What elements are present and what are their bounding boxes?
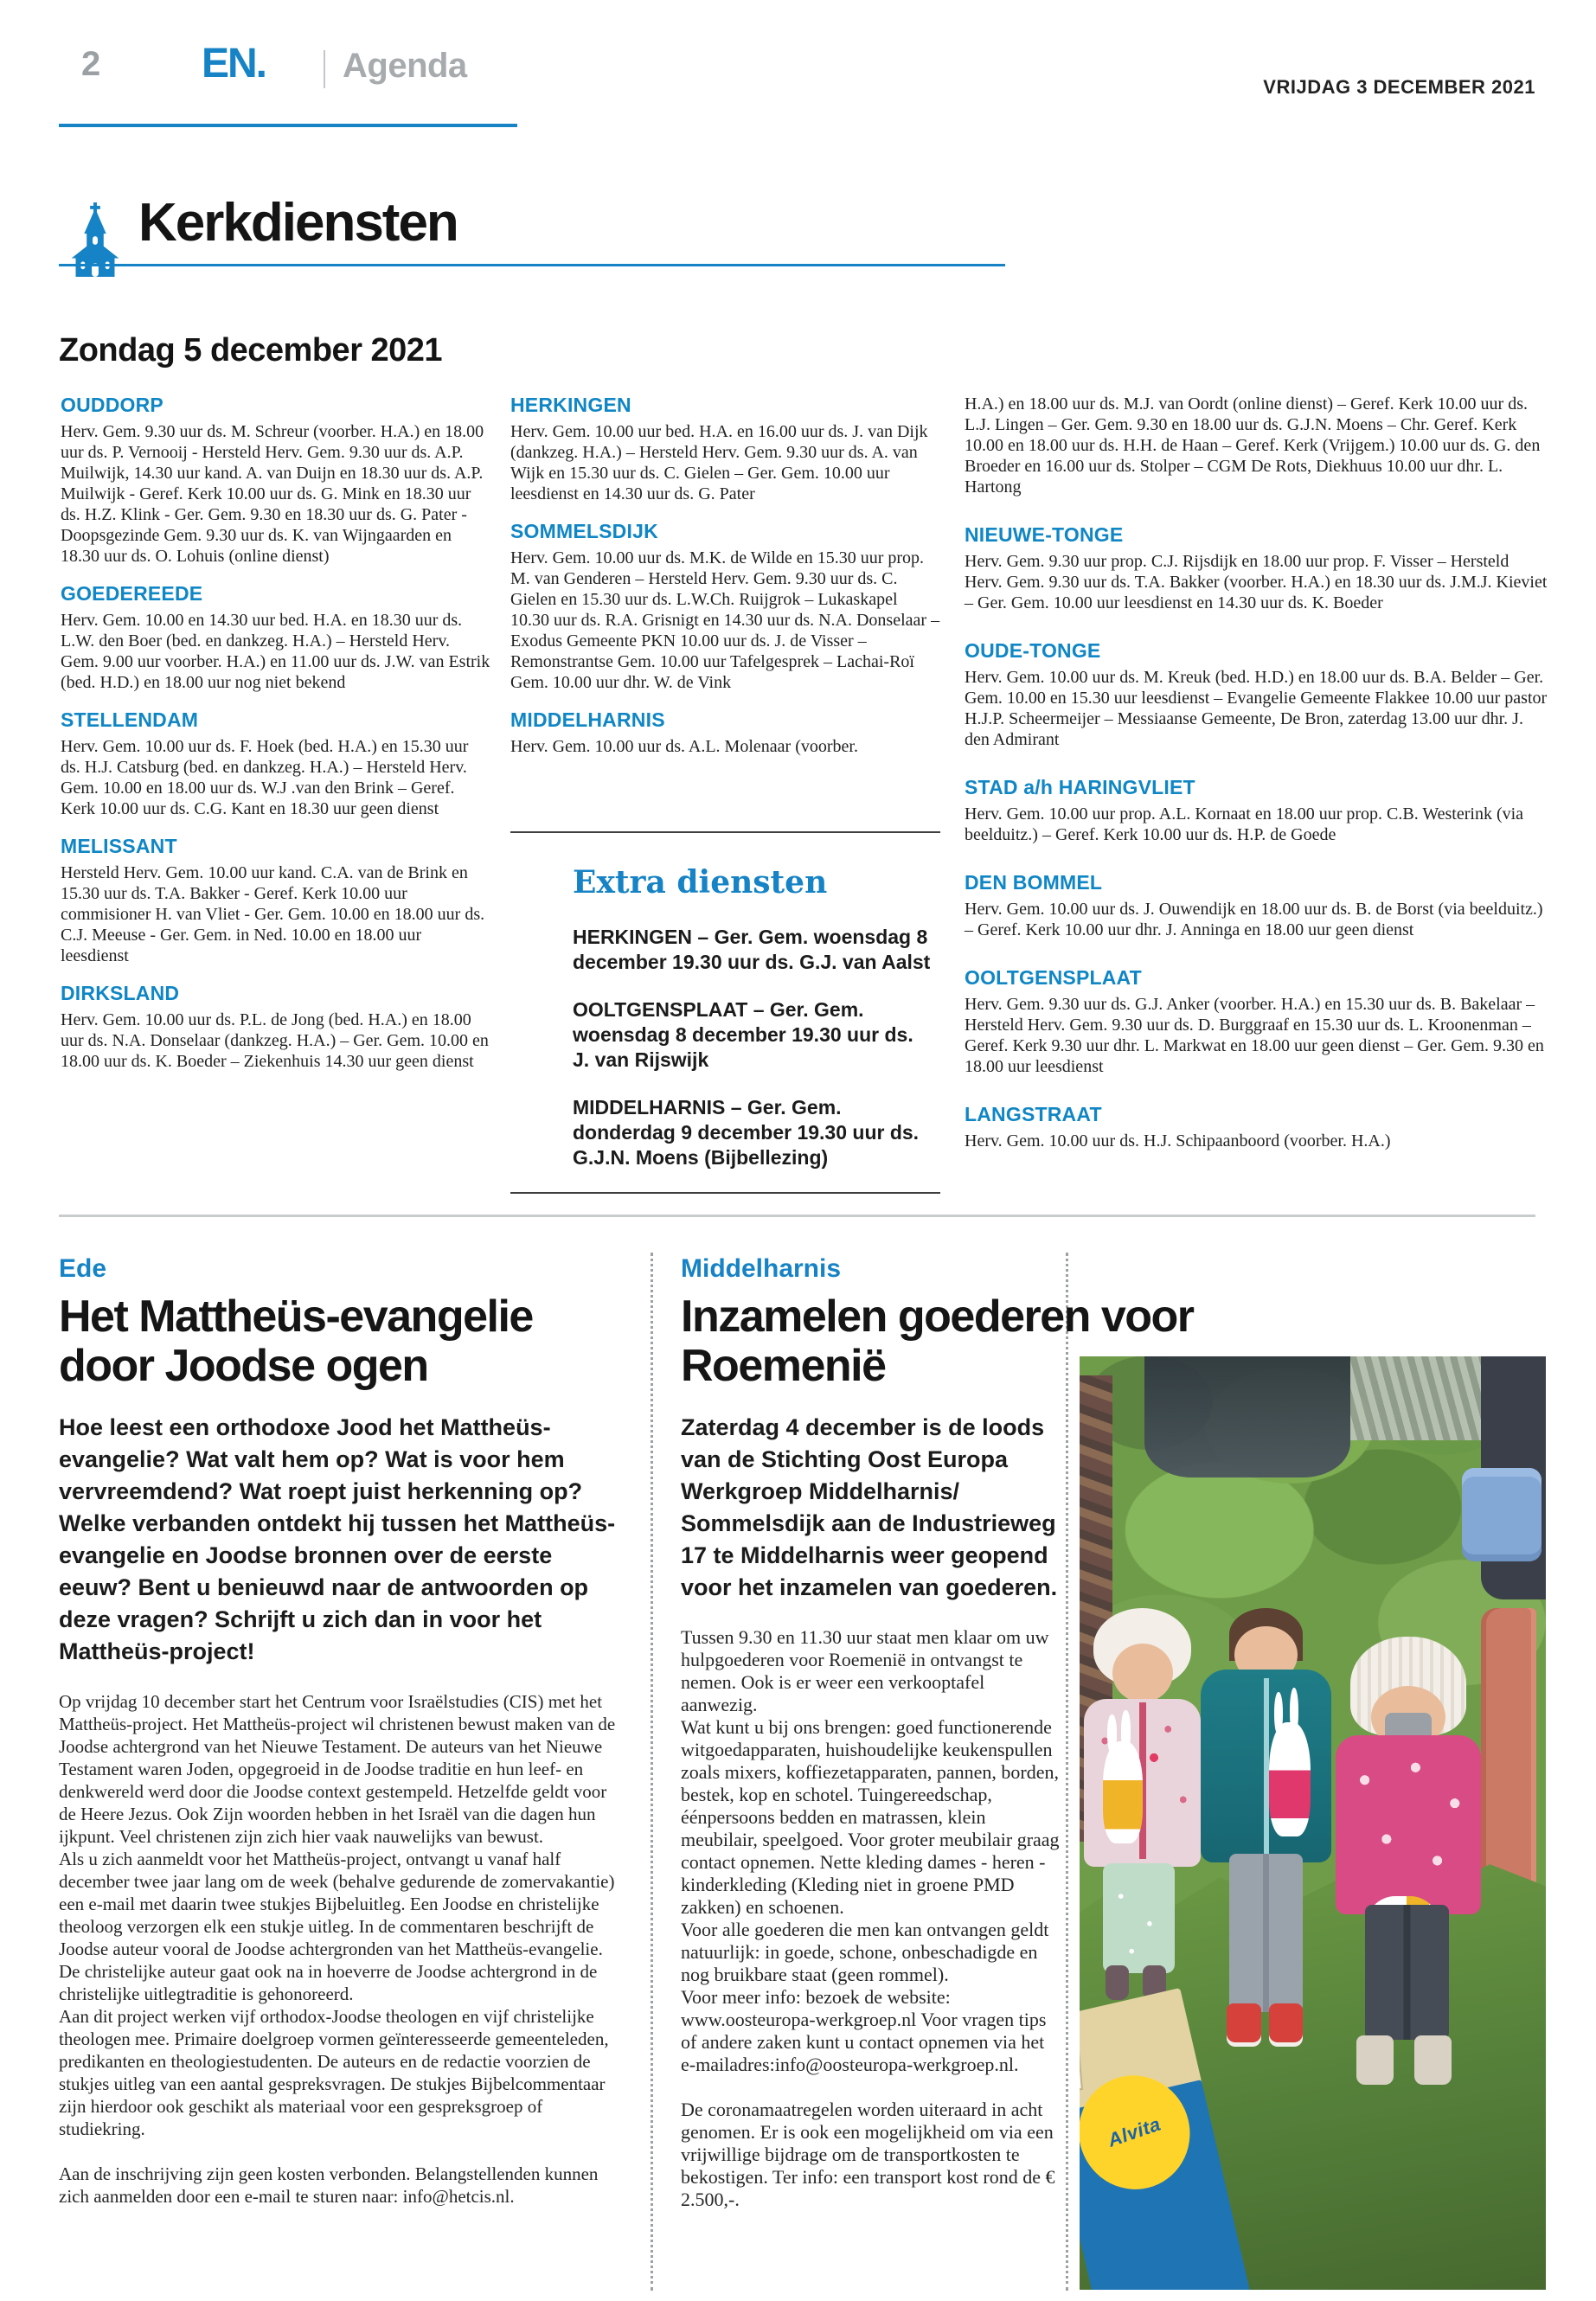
service-text: Herv. Gem. 10.00 uur ds. J. Ouwendijk en 18.00 uur ds. B. de Borst (via beelduitz.) – Geref. Kerk 10.00 uur dhr. J. Anninga en 18.00 uur geen dienst	[965, 900, 1543, 939]
listing-column-3	[965, 394, 1550, 1177]
city-heading: NIEUWE-TONGE	[965, 523, 1124, 546]
service-entry	[61, 582, 490, 693]
article-ede	[59, 1254, 623, 2208]
listing-column-2	[510, 394, 940, 772]
kerkdiensten-rule	[59, 264, 1005, 266]
service-entry	[965, 966, 1550, 1077]
red-sneaker	[1227, 2003, 1260, 2048]
kerkdiensten-title: Kerkdiensten	[138, 193, 458, 253]
photo-blue-blanket	[1462, 1468, 1542, 1561]
dotted-divider-left	[651, 1253, 653, 2291]
city-heading: DIRKSLAND	[61, 982, 180, 1004]
city-heading: GOEDEREEDE	[61, 582, 203, 605]
article-headline: Het Mattheüs-evangelie door Joodse ogen	[59, 1292, 533, 1391]
article-paragraph: Aan de inschrijving zijn geen kosten verbonden. Belangstellenden kunnen zich aanmelden door een e-mail te sturen naar: info@hetcis.nl.	[59, 2163, 599, 2207]
service-entry	[61, 708, 490, 819]
gray-pants	[1229, 1854, 1303, 2012]
service-text: H.A.) en 18.00 uur ds. M.J. van Oordt (online dienst) – Geref. Kerk 10.00 uur ds. L.J. Lingen – Ger. Gem. 9.30 en 18.00 uur ds. G.J.N. Moens – Chr. Geref. Kerk 10.00 en 18.00 uur ds. H.H. de Haan – Geref. Kerk (Vrijgem.) 10.00 uur ds. G. den Broeder en 16.00 uur ds. Stolper – CGM De Rots, Diekhuus 10.00 uur dhr. L. Hartong	[965, 394, 1541, 497]
city-heading: OOLTGENSPLAAT	[965, 966, 1142, 989]
page-number: 2	[81, 45, 101, 83]
extra-diensten-box	[510, 831, 940, 1194]
service-text: Herv. Gem. 9.30 uur prop. C.J. Rijsdijk en 18.00 uur prop. F. Visser – Hersteld Herv. Gem. 9.30 uur ds. T.A. Bakker (voorber. H.A.) en 18.30 uur ds. J.M.J. Kieviet – Ger. Gem. 10.00 uur leesdienst en 14.30 uur ds. K. Boeder	[965, 552, 1548, 612]
service-entry	[965, 394, 1550, 497]
article-paragraph: Voor alle goederen die men kan ontvangen geldt natuurlijk: in goede, schone, onbeschadigde en nog bruikbare staat (geen rommel).	[681, 1919, 1049, 1985]
service-entry	[510, 520, 940, 693]
photo-child-left	[1084, 1608, 1201, 2000]
beige-boot	[1356, 2035, 1394, 2085]
service-text: Hersteld Herv. Gem. 10.00 uur kand. C.A. van de Brink en 15.30 uur ds. T.A. Bakker - Geref. Kerk 10.00 uur commisioner H. van Vliet - Ger. Gem. 10.00 en 18.00 uur ds. C.J. Meeuse - Ger. Gem. in Ned. 10.00 en 18.00 uur leesdienst	[61, 863, 485, 965]
dark-pants	[1365, 1905, 1449, 2039]
service-text: Herv. Gem. 10.00 uur ds. F. Hoek (bed. H.A.) en 15.30 uur ds. H.J. Catsburg (bed. en dankzeg. H.A.) – Hersteld Herv. Gem. 10.00 en 18.00 uur ds. W.J .van den Brink – Geref. Kerk 10.00 uur ds. C.G. Kant en 18.30 uur geen dienst	[61, 737, 469, 818]
mint-pants	[1103, 1863, 1176, 1973]
photo-car	[1144, 1356, 1349, 1477]
service-entry	[965, 1103, 1550, 1151]
service-entry	[510, 394, 940, 504]
section-divider-rule	[59, 1215, 1535, 1217]
boot	[1106, 1965, 1129, 2001]
article-paragraph: Tussen 9.30 en 11.30 uur staat men klaar om uw hulpgoederen voor Roemenië in ontvangst te nemen. Ook is er weer een verkooptafel aanwezig.	[681, 1626, 1049, 1715]
extra-dienst-item: OOLTGENSPLAAT – Ger. Gem. woensdag 8 december 19.30 uur ds. J. van Rijswijk	[573, 998, 913, 1071]
red-sneaker	[1269, 2003, 1303, 2048]
article-paragraph: Aan dit project werken vijf orthodox-Joodse theologen en vijf christelijke theologen mee. Primaire doelgroep vormen geïnteresseerde gemeenteleden, predikanten en theologiestudenten. De auteurs en de redactie voorzien de stukjes uitleg van een aantal gespreksvragen. De stukjes Bijbelcommentaar zijn hierdoor ook geschikt als materiaal voor een gespreksgroep of studiekring.	[59, 2006, 609, 2139]
dotted-divider-right	[1066, 1253, 1068, 2291]
service-entry	[965, 523, 1550, 613]
service-entry	[965, 871, 1550, 940]
article-paragraph: Voor meer info: bezoek de website: www.oosteuropa-werkgroep.nl Voor vragen tips of andere zaken kunt u contact opnemen via het e-mailadres:info@oosteuropa-werkgroep.nl.	[681, 1986, 1047, 2075]
article-headline: Inzamelen goederen voor Roemenië	[681, 1292, 1194, 1391]
photo-child-right	[1336, 1637, 1480, 2085]
service-text: Herv. Gem. 10.00 uur ds. A.L. Molenaar (voorber.	[510, 737, 858, 756]
article-body-closing	[681, 2099, 1063, 2211]
service-text: Herv. Gem. 9.30 uur ds. G.J. Anker (voorber. H.A.) en 15.30 uur ds. B. Bakelaar – Hersteld Herv. Gem. 9.30 uur ds. D. Burggraaf en 15.30 uur ds. L. Kroonenman – Geref. Kerk 9.30 uur dhr. L. Markwat en 18.00 uur geen dienst – Ger. Gem. 9.30 en 18.00 uur leesdienst	[965, 995, 1544, 1076]
city-heading: SOMMELSDIJK	[510, 520, 658, 542]
article-intro: Zaterdag 4 december is de loods van de Stichting Oost Europa Werkgroep Middelharnis/ Sommelsdijk aan de Industrieweg 17 te Middelharnis weer geopend voor het inzamelen van goederen.	[681, 1414, 1058, 1600]
pink-flower-jacket	[1336, 1735, 1480, 1914]
city-heading: OUDDORP	[61, 394, 163, 416]
service-entry	[61, 835, 490, 966]
child-face	[1112, 1644, 1173, 1702]
service-entry	[61, 982, 490, 1072]
city-heading: HERKINGEN	[510, 394, 631, 416]
toy-bunny	[1103, 1741, 1143, 1843]
service-text: Herv. Gem. 10.00 uur bed. H.A. en 16.00 uur ds. J. van Dijk (dankzeg. H.A.) – Hersteld Herv. Gem. 9.30 uur ds. A. van Wijk en 15.30 uur ds. C. Gielen – Ger. Gem. 10.00 uur leesdienst en 14.30 uur ds. G. Pater	[510, 422, 928, 503]
photo-child-middle	[1201, 1608, 1331, 2047]
section-title: Agenda	[343, 47, 467, 85]
city-heading: STAD a/h HARINGVLIET	[965, 776, 1195, 798]
article-paragraph: Op vrijdag 10 december start het Centrum voor Israëlstudies (CIS) met het Mattheüs-project. Het Mattheüs-project wil christenen bewust maken van de Joodse achtergrond van het Nieuwe Testament. De auteurs van het Nieuwe Testament waren Joden, opgegroeid in de Joodse traditie en hun leef- en denkwereld werd door die Joodse context gestempeld. Hetzelfde geldt voor de Heere Jezus. Ook Zijn woorden hebben in het Israël van die dagen hun ijkpunt. Veel christenen zijn zich hier vaak nauwelijks van bewust.	[59, 1691, 616, 1847]
brand-separator	[324, 50, 325, 88]
service-text: Herv. Gem. 10.00 uur ds. M.K. de Wilde en 15.30 uur prop. M. van Genderen – Hersteld Herv. Gem. 9.30 uur ds. C. Gielen en 15.30 uur ds. L.W.Ch. Ruijgrok – Lukaskapel 10.30 uur ds. R.A. Grisnigt en 14.30 uur ds. N.A. Donselaar – Exodus Gemeente PKN 10.00 uur ds. J. de Visser – Remonstrantse Gem. 10.00 uur Tafelgesprek – Lachai-Roï Gem. 10.00 uur dhr. W. de Vink	[510, 548, 940, 692]
extra-diensten-title: Extra diensten	[573, 864, 828, 901]
city-heading: MELISSANT	[61, 835, 177, 857]
city-heading: LANGSTRAAT	[965, 1103, 1102, 1125]
listing-column-1	[61, 394, 490, 1087]
hoodie-zipper	[1264, 1678, 1269, 1854]
article-body	[59, 1690, 623, 2140]
kerkdiensten-date-subtitle: Zondag 5 december 2021	[59, 332, 443, 369]
beige-boot	[1414, 2035, 1452, 2085]
service-entry	[965, 776, 1550, 845]
service-text: Herv. Gem. 10.00 uur ds. P.L. de Jong (bed. H.A.) en 18.00 uur ds. N.A. Donselaar (dankzeg. H.A.) – Ger. Gem. 10.00 en 18.00 uur ds. K. Boeder – Ziekenhuis 14.30 uur geen dienst	[61, 1010, 489, 1071]
toy-bunny	[1269, 1722, 1311, 1836]
article-body	[681, 1626, 1063, 2076]
service-text: Herv. Gem. 10.00 uur prop. A.L. Kornaat en 18.00 uur prop. C.B. Westerink (via beelduitz.) – Geref. Kerk 10.00 uur ds. H.P. de Goede	[965, 804, 1524, 844]
extra-dienst-item: MIDDELHARNIS – Ger. Gem. donderdag 9 december 19.30 uur ds. G.J.N. Moens (Bijbellezing)	[573, 1096, 920, 1169]
issue-date: VRIJDAG 3 DECEMBER 2021	[1263, 76, 1535, 98]
city-heading: OUDE-TONGE	[965, 639, 1101, 662]
city-heading: MIDDELHARNIS	[510, 708, 665, 731]
city-heading: STELLENDAM	[61, 708, 199, 731]
city-heading: DEN BOMMEL	[965, 871, 1103, 894]
service-entry	[510, 708, 940, 757]
service-entry	[61, 394, 490, 567]
service-text: Herv. Gem. 10.00 en 14.30 uur bed. H.A. en 18.30 uur ds. L.W. den Boer (bed. en dankzeg. H.A.) – Hersteld Herv. Gem. 9.00 uur voorber. H.A.) en 11.00 uur ds. J.W. van Estrik (bed. H.D.) en 18.00 uur nog niet bekend	[61, 611, 490, 692]
header-rule	[59, 124, 517, 127]
extra-diensten-list	[573, 925, 933, 1170]
article-paragraph: Als u zich aanmeldt voor het Mattheüs-project, ontvangt u vanaf half december twee jaar lang om de week (behalve gedurende de zomervakantie) een e-mail met daarin twee stukjes Bijbeluitleg. Een Joodse en christelijke theoloog verzorgen elk een stukje uitleg. In de commentaren beschrijft de Joodse auteur vooral de Joodse achtergronden van het Mattheüs-evangelie. De christelijke auteur gaat ook na in hoeverre de Joodse achtergrond in de christelijke uitlegtraditie is gehonoreerd.	[59, 1849, 615, 2004]
service-entry	[965, 639, 1550, 750]
article-intro: Hoe leest een orthodoxe Jood het Mattheüs-evangelie? Wat valt hem op? Wat is voor hem vervreemdend? Wat roept juist herkenning op? Welke verbanden ontdekt hij tussen het Mattheüs-evangelie en Joodse bronnen over de eerste eeuw? Bent u benieuwd naar de antwoorden op deze vragen? Schrijft u zich dan in voor het Mattheüs-project!	[59, 1414, 616, 1664]
service-text: Herv. Gem. 9.30 uur ds. M. Schreur (voorber. H.A.) en 18.00 uur ds. P. Vernooij - Hersteld Herv. Gem. 9.30 uur ds. A.P. Muilwijk, 14.30 uur kand. A. van Duijn en 18.30 uur ds. A.P. Muilwijk - Geref. Kerk 10.00 uur ds. G. Mink en 18.30 uur ds. H.Z. Klink - Ger. Gem. 9.30 en 18.30 uur ds. G. Pater - Doopsgezinde Gem. 9.30 uur ds. K. van Wijngaarden en 18.30 uur ds. O. Lohuis (online dienst)	[61, 422, 484, 566]
article-paragraph: Wat kunt u bij ons brengen: goed functionerende witgoedapparaten, huishoudelijke keukenspullen zoals mixers, koffiezetapparaten, pannen, borden, bestek, kop en schotel. Tuingereedschap, éénpersoons bedden en matrassen, klein meubilair, speelgoed. Voor groter meubilair graag contact opnemen. Nette kleding dames - heren - kinderkleding (Kleding niet in groene PMD zakken) en schoenen.	[681, 1716, 1060, 1918]
extra-dienst-item: HERKINGEN – Ger. Gem. woensdag 8 december 19.30 uur ds. G.J. van Aalst	[573, 926, 931, 973]
service-text: Herv. Gem. 10.00 uur ds. M. Kreuk (bed. H.D.) en 18.00 uur ds. B.A. Belder – Ger. Gem. 10.00 en 15.30 uur leesdienst – Evangelie Gemeente Flakkee 10.00 uur pastor H.J.P. Scheermeijer – Messiaanse Gemeente, De Bron, zaterdag 13.00 uur dhr. J. den Admirant	[965, 668, 1548, 749]
article-paragraph: De coronamaatregelen worden uiteraard in acht genomen. Er is ook een mogelijkheid om via een vrijwillige bijdrage om de transportkosten te bekostigen. Ter info: een transport kost rond de € 2.500,-.	[681, 2099, 1055, 2210]
article-photo	[1080, 1356, 1546, 2290]
article-body-closing	[59, 2163, 623, 2208]
service-text: Herv. Gem. 10.00 uur ds. H.J. Schipaanboord (voorber. H.A.)	[965, 1131, 1391, 1150]
article-kicker: Ede	[59, 1254, 107, 1283]
article-kicker: Middelharnis	[681, 1254, 842, 1283]
banana-box-brand: Alvita	[1080, 2061, 1205, 2205]
brand-logo: EN.	[202, 41, 266, 87]
